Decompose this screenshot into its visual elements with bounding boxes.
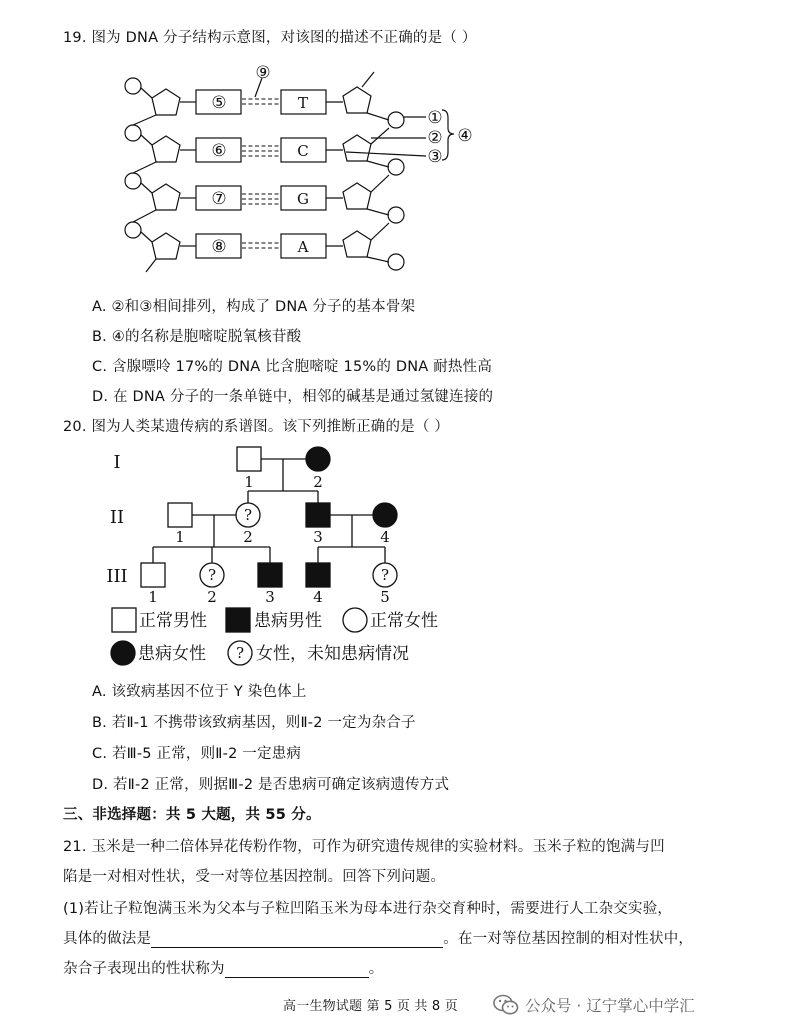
deoxyribose-pentagon bbox=[343, 231, 371, 257]
num: 2 bbox=[243, 528, 253, 546]
phosphate-circle bbox=[388, 207, 404, 223]
q20-option-d: D. 若Ⅱ-2 正常，则据Ⅲ-2 是否患病可确定该病遗传方式 bbox=[92, 777, 450, 793]
pedigree-chart bbox=[100, 440, 460, 670]
phosphate-circle bbox=[388, 159, 404, 175]
q21-line1: 21. 玉米是一种二倍体异花传粉作物，可作为研究遗传规律的实验材料。玉米子粒的饱满与凹 bbox=[63, 839, 665, 855]
q19-option-b: B. ④的名称是胞嘧啶脱氧核苷酸 bbox=[92, 329, 302, 345]
gen-label-I: I bbox=[113, 452, 121, 473]
unknown-mark: ? bbox=[380, 566, 390, 584]
label-5: ⑤ bbox=[211, 93, 227, 113]
num: 3 bbox=[265, 588, 275, 606]
phosphate-circle bbox=[125, 125, 141, 141]
unknown-mark: ? bbox=[207, 566, 217, 584]
unknown-mark: ? bbox=[243, 506, 253, 524]
legend-normal-male-icon bbox=[112, 608, 136, 632]
watermark-text: 公众号 · 辽宁掌心中学汇 bbox=[525, 997, 695, 1015]
phosphate-circle bbox=[388, 112, 404, 128]
dna-diagram bbox=[115, 60, 475, 280]
label-1: ① bbox=[427, 108, 443, 128]
base-G: G bbox=[297, 190, 309, 208]
num: 2 bbox=[207, 588, 217, 606]
gen2-female-4 bbox=[373, 503, 397, 527]
gen3-male-4 bbox=[306, 563, 330, 587]
num: 4 bbox=[380, 528, 390, 546]
deoxyribose-pentagon bbox=[343, 183, 371, 209]
legend-affected-male: 患病男性 bbox=[254, 611, 322, 631]
q19-option-d: D. 在 DNA 分子的一条单链中，相邻的碱基是通过氢键连接的 bbox=[92, 389, 494, 405]
legend-normal-female-icon bbox=[343, 608, 367, 632]
q21-line5-pre: 杂合子表现出的性状称为 bbox=[63, 961, 225, 977]
phosphate-circle bbox=[125, 78, 141, 94]
gen1-male-1 bbox=[237, 447, 261, 471]
legend-normal-male: 正常男性 bbox=[139, 611, 207, 631]
legend-affected-female-icon bbox=[111, 641, 135, 665]
legend-affected-female: 患病女性 bbox=[138, 644, 206, 664]
answer-blank-2[interactable] bbox=[225, 963, 369, 978]
q21-line4-pre: 具体的做法是 bbox=[63, 931, 152, 947]
q19-option-a: A. ②和③相间排列，构成了 DNA 分子的基本骨架 bbox=[92, 299, 416, 315]
gen-label-II: II bbox=[109, 507, 125, 528]
deoxyribose-pentagon bbox=[343, 135, 371, 161]
q20-stem: 20. 图为人类某遗传病的系谱图。该下列推断正确的是（ ） bbox=[63, 419, 450, 435]
q21-line4 bbox=[63, 930, 693, 948]
wechat-icon bbox=[493, 994, 519, 1016]
label-7: ⑦ bbox=[211, 189, 227, 209]
label-3: ③ bbox=[427, 147, 443, 167]
legend-affected-male-icon bbox=[226, 608, 250, 632]
page-footer: 高一生物试题 第 5 页 共 8 页 bbox=[283, 999, 458, 1014]
q21-line5 bbox=[63, 960, 383, 978]
phosphate-circle bbox=[388, 254, 404, 270]
base-C: C bbox=[297, 142, 309, 160]
num: 2 bbox=[313, 473, 323, 491]
label-6: ⑥ bbox=[211, 141, 227, 161]
gen-label-III: III bbox=[106, 566, 128, 587]
gen3-male-1 bbox=[141, 563, 165, 587]
q21-line3: (1)若让子粒饱满玉米为父本与子粒凹陷玉米为母本进行杂交育种时，需要进行人工杂交实验， bbox=[63, 901, 673, 917]
answer-blank-1[interactable] bbox=[151, 933, 443, 948]
gen3-male-3 bbox=[258, 563, 282, 587]
gen1-female-2 bbox=[306, 447, 330, 471]
q19-option-c: C. 含腺嘌呤 17%的 DNA 比含胞嘧啶 15%的 DNA 耐热性高 bbox=[92, 359, 493, 375]
num: 3 bbox=[313, 528, 323, 546]
base-T: T bbox=[297, 94, 309, 112]
label-8: ⑧ bbox=[211, 237, 227, 257]
num: 1 bbox=[244, 473, 254, 491]
num: 5 bbox=[380, 588, 390, 606]
deoxyribose-pentagon bbox=[152, 233, 180, 259]
label-4: ④ bbox=[457, 126, 473, 146]
phosphate-circle bbox=[125, 173, 141, 189]
q21-line2: 陷是一对相对性状，受一对等位基因控制。回答下列问题。 bbox=[63, 869, 446, 885]
q20-option-b: B. 若Ⅱ-1 不携带该致病基因，则Ⅱ-2 一定为杂合子 bbox=[92, 715, 416, 731]
q20-option-a: A. 该致病基因不位于 Y 染色体上 bbox=[92, 684, 307, 700]
deoxyribose-pentagon bbox=[152, 136, 180, 162]
unknown-mark: ? bbox=[235, 644, 245, 662]
label-2: ② bbox=[427, 128, 443, 148]
q21-line4-post: 。在一对等位基因控制的相对性状中， bbox=[443, 931, 694, 947]
watermark bbox=[493, 990, 695, 1020]
label-9: ⑨ bbox=[255, 63, 271, 83]
deoxyribose-pentagon bbox=[343, 87, 371, 113]
q21-line5-post: 。 bbox=[368, 961, 384, 977]
deoxyribose-pentagon bbox=[152, 89, 180, 115]
section-3-heading: 三、非选择题：共 5 大题，共 55 分。 bbox=[63, 807, 321, 823]
legend-normal-female: 正常女性 bbox=[370, 611, 438, 631]
gen2-male-3 bbox=[306, 503, 330, 527]
base-A: A bbox=[297, 238, 309, 256]
q19-stem: 19. 图为 DNA 分子结构示意图，对该图的描述不正确的是（ ） bbox=[63, 30, 477, 46]
num: 4 bbox=[313, 588, 323, 606]
legend-unknown-female: 女性，未知患病情况 bbox=[256, 644, 409, 664]
q20-option-c: C. 若Ⅲ-5 正常，则Ⅱ-2 一定患病 bbox=[92, 746, 302, 762]
num: 1 bbox=[175, 528, 185, 546]
phosphate-circle bbox=[125, 222, 141, 238]
deoxyribose-pentagon bbox=[152, 184, 180, 210]
num: 1 bbox=[148, 588, 158, 606]
gen2-male-1 bbox=[168, 503, 192, 527]
